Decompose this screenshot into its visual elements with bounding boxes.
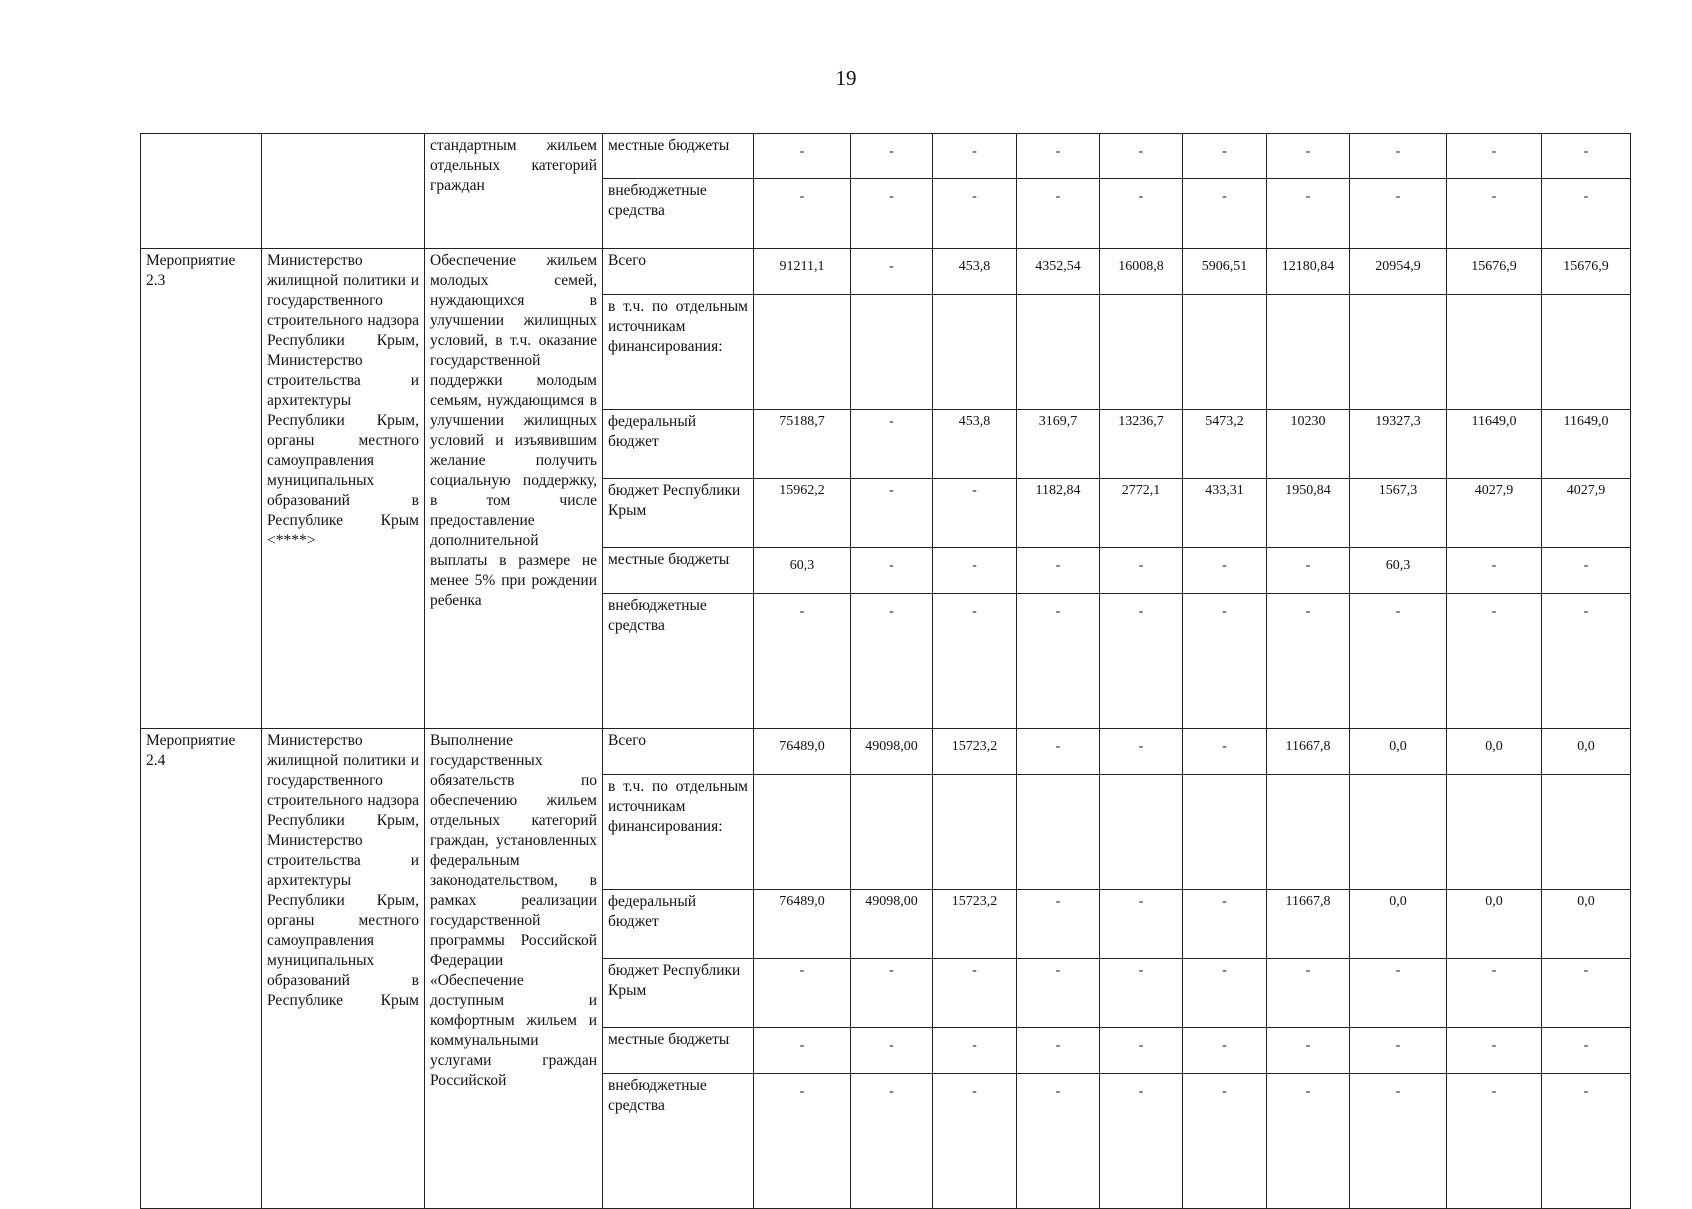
executor-cell: Министерство жилищной политики и государственного строительного надзора Республики Крым, Министерство строительства и архитектуры Республики Крым, органы местного самоуправления муниципальных образований в Республике Крым <****> xyxy=(262,249,425,729)
value-cell: - xyxy=(851,249,933,295)
value-cell: 0,0 xyxy=(1350,890,1447,959)
value-cell: - xyxy=(1017,1028,1100,1074)
page-number: 19 xyxy=(835,66,857,90)
value-cell: - xyxy=(933,1028,1017,1074)
value-cell: - xyxy=(933,1074,1017,1209)
value-cell xyxy=(1267,295,1350,410)
value-cell: 0,0 xyxy=(1542,890,1631,959)
value-cell: 49098,00 xyxy=(851,890,933,959)
value-cell: - xyxy=(1183,134,1267,179)
value-cell xyxy=(1100,295,1183,410)
value-cell: - xyxy=(754,1028,851,1074)
table-row xyxy=(141,134,1631,179)
value-cell: - xyxy=(754,179,851,249)
value-cell: - xyxy=(1100,959,1183,1028)
value-cell: 15676,9 xyxy=(1447,249,1542,295)
event-id: Мероприятие 2.4 xyxy=(141,729,262,1209)
value-cell: 60,3 xyxy=(754,548,851,594)
value-cell: - xyxy=(851,1074,933,1209)
value-cell: - xyxy=(1100,548,1183,594)
value-cell: - xyxy=(1267,1028,1350,1074)
value-cell: - xyxy=(1267,1074,1350,1209)
value-cell xyxy=(851,295,933,410)
value-cell: 1950,84 xyxy=(1267,479,1350,548)
value-cell: - xyxy=(1017,729,1100,775)
funding-source: Всего xyxy=(603,729,754,775)
executor-cell: Министерство жилищной политики и государственного строительного надзора Республики Крым, Министерство строительства и архитектуры Республики Крым, органы местного самоуправления муниципальных образований в Республике Крым xyxy=(262,729,425,1209)
value-cell xyxy=(1017,295,1100,410)
value-cell: - xyxy=(1017,959,1100,1028)
value-cell: - xyxy=(1447,1074,1542,1209)
value-cell: - xyxy=(754,959,851,1028)
value-cell: - xyxy=(754,594,851,729)
value-cell: - xyxy=(1542,179,1631,249)
value-cell: - xyxy=(1350,134,1447,179)
value-cell: 4027,9 xyxy=(1542,479,1631,548)
description-cell: Обеспечение жильем молодых семей, нуждающихся в улучшении жилищных условий, в т.ч. оказание государственной поддержки молодым семьям, нуждающимся в улучшении жилищных условий и изъявившим желание получить социальную поддержку, в том числе предоставление дополнительной выплаты в размере не менее 5% при рождении ребенка xyxy=(425,249,603,729)
value-cell: 453,8 xyxy=(933,249,1017,295)
value-cell xyxy=(1447,775,1542,890)
value-cell: - xyxy=(1017,594,1100,729)
value-cell xyxy=(933,775,1017,890)
value-cell: 433,31 xyxy=(1183,479,1267,548)
funding-source: бюджет Республики Крым xyxy=(603,479,754,548)
value-cell: 13236,7 xyxy=(1100,410,1183,479)
value-cell: - xyxy=(1100,890,1183,959)
value-cell: - xyxy=(1100,1028,1183,1074)
value-cell: - xyxy=(1542,1074,1631,1209)
value-cell: - xyxy=(1350,1074,1447,1209)
value-cell xyxy=(1350,295,1447,410)
value-cell: 0,0 xyxy=(1447,729,1542,775)
value-cell: - xyxy=(933,179,1017,249)
value-cell: 5906,51 xyxy=(1183,249,1267,295)
value-cell: - xyxy=(1183,1028,1267,1074)
value-cell xyxy=(1267,775,1350,890)
value-cell: - xyxy=(1183,890,1267,959)
value-cell xyxy=(1183,295,1267,410)
value-cell: - xyxy=(1447,1028,1542,1074)
value-cell: - xyxy=(851,1028,933,1074)
value-cell: 75188,7 xyxy=(754,410,851,479)
description-cell: стандартным жильем отдельных категорий граждан xyxy=(425,134,603,249)
value-cell: - xyxy=(1447,594,1542,729)
value-cell: - xyxy=(1542,959,1631,1028)
value-cell: - xyxy=(1017,890,1100,959)
value-cell: - xyxy=(1447,179,1542,249)
value-cell: 4352,54 xyxy=(1017,249,1100,295)
value-cell: - xyxy=(933,959,1017,1028)
value-cell: - xyxy=(1542,134,1631,179)
value-cell: 0,0 xyxy=(1350,729,1447,775)
value-cell: 10230 xyxy=(1267,410,1350,479)
value-cell: 1567,3 xyxy=(1350,479,1447,548)
value-cell xyxy=(754,295,851,410)
value-cell xyxy=(1100,775,1183,890)
funding-source: местные бюджеты xyxy=(603,548,754,594)
value-cell: - xyxy=(933,594,1017,729)
value-cell: - xyxy=(1267,179,1350,249)
value-cell: - xyxy=(1100,594,1183,729)
value-cell: 11667,8 xyxy=(1267,729,1350,775)
value-cell xyxy=(1183,775,1267,890)
funding-source: Всего xyxy=(603,249,754,295)
value-cell: 76489,0 xyxy=(754,729,851,775)
funding-source: внебюджетные средства xyxy=(603,594,754,729)
value-cell: 15723,2 xyxy=(933,890,1017,959)
table-row xyxy=(141,729,1631,775)
value-cell: - xyxy=(1100,134,1183,179)
value-cell: 11667,8 xyxy=(1267,890,1350,959)
value-cell: - xyxy=(754,134,851,179)
value-cell xyxy=(1447,295,1542,410)
table-row xyxy=(141,249,1631,295)
value-cell: - xyxy=(1350,594,1447,729)
value-cell: - xyxy=(1447,959,1542,1028)
value-cell: - xyxy=(851,179,933,249)
value-cell: - xyxy=(1017,179,1100,249)
event-id-cell xyxy=(141,134,262,249)
value-cell: - xyxy=(1017,134,1100,179)
value-cell: 60,3 xyxy=(1350,548,1447,594)
funding-source: федеральный бюджет xyxy=(603,890,754,959)
value-cell: - xyxy=(1100,1074,1183,1209)
value-cell: 11649,0 xyxy=(1542,410,1631,479)
value-cell: - xyxy=(1183,1074,1267,1209)
funding-source: внебюджетные средства xyxy=(603,1074,754,1209)
funding-source: в т.ч. по отдельным источникам финансирования: xyxy=(603,775,754,890)
value-cell: 20954,9 xyxy=(1350,249,1447,295)
value-cell: 16008,8 xyxy=(1100,249,1183,295)
value-cell: 5473,2 xyxy=(1183,410,1267,479)
value-cell xyxy=(933,295,1017,410)
value-cell: 76489,0 xyxy=(754,890,851,959)
value-cell: 2772,1 xyxy=(1100,479,1183,548)
value-cell xyxy=(1017,775,1100,890)
value-cell: - xyxy=(851,479,933,548)
description-cell: Выполнение государственных обязательств по обеспечению жильем отдельных категорий граждан, установленных федеральным законодательством, в рамках реализации государственной программы Российской Федерации «Обеспечение доступным и комфортным жильем и коммунальными услугами граждан Российской xyxy=(425,729,603,1209)
value-cell: - xyxy=(1100,729,1183,775)
value-cell: - xyxy=(1267,134,1350,179)
value-cell: - xyxy=(1267,548,1350,594)
value-cell: 453,8 xyxy=(933,410,1017,479)
event-id: Мероприятие 2.3 xyxy=(141,249,262,729)
value-cell: - xyxy=(1447,548,1542,594)
value-cell: 11649,0 xyxy=(1447,410,1542,479)
value-cell: - xyxy=(1183,729,1267,775)
value-cell: - xyxy=(754,1074,851,1209)
value-cell: - xyxy=(851,548,933,594)
funding-source: внебюджетные средства xyxy=(603,179,754,249)
value-cell: 19327,3 xyxy=(1350,410,1447,479)
value-cell: - xyxy=(1542,548,1631,594)
value-cell: - xyxy=(851,134,933,179)
value-cell: - xyxy=(1350,179,1447,249)
value-cell: 15723,2 xyxy=(933,729,1017,775)
value-cell: 15962,2 xyxy=(754,479,851,548)
value-cell: 12180,84 xyxy=(1267,249,1350,295)
value-cell: 91211,1 xyxy=(754,249,851,295)
funding-source: федеральный бюджет xyxy=(603,410,754,479)
financing-table xyxy=(140,133,1631,1209)
value-cell: 4027,9 xyxy=(1447,479,1542,548)
value-cell xyxy=(1542,295,1631,410)
value-cell: - xyxy=(933,134,1017,179)
value-cell: - xyxy=(1183,959,1267,1028)
value-cell: 3169,7 xyxy=(1017,410,1100,479)
executor-cell xyxy=(262,134,425,249)
funding-source: бюджет Республики Крым xyxy=(603,959,754,1028)
value-cell: - xyxy=(1267,594,1350,729)
value-cell: - xyxy=(1350,1028,1447,1074)
value-cell: 0,0 xyxy=(1447,890,1542,959)
value-cell: - xyxy=(1542,594,1631,729)
funding-source: местные бюджеты xyxy=(603,1028,754,1074)
funding-source: местные бюджеты xyxy=(603,134,754,179)
funding-source: в т.ч. по отдельным источникам финансирования: xyxy=(603,295,754,410)
value-cell: - xyxy=(1350,959,1447,1028)
value-cell: - xyxy=(1183,179,1267,249)
value-cell: - xyxy=(851,959,933,1028)
value-cell: - xyxy=(1017,1074,1100,1209)
value-cell: - xyxy=(1017,548,1100,594)
value-cell: - xyxy=(1183,594,1267,729)
value-cell xyxy=(754,775,851,890)
value-cell xyxy=(1350,775,1447,890)
value-cell: - xyxy=(933,548,1017,594)
value-cell: - xyxy=(1183,548,1267,594)
value-cell: - xyxy=(1542,1028,1631,1074)
value-cell: - xyxy=(1100,179,1183,249)
value-cell: - xyxy=(851,410,933,479)
value-cell: 0,0 xyxy=(1542,729,1631,775)
value-cell: - xyxy=(1267,959,1350,1028)
value-cell xyxy=(851,775,933,890)
value-cell: 15676,9 xyxy=(1542,249,1631,295)
value-cell: 1182,84 xyxy=(1017,479,1100,548)
value-cell: 49098,00 xyxy=(851,729,933,775)
value-cell: - xyxy=(1447,134,1542,179)
value-cell xyxy=(1542,775,1631,890)
value-cell: - xyxy=(851,594,933,729)
value-cell: - xyxy=(933,479,1017,548)
